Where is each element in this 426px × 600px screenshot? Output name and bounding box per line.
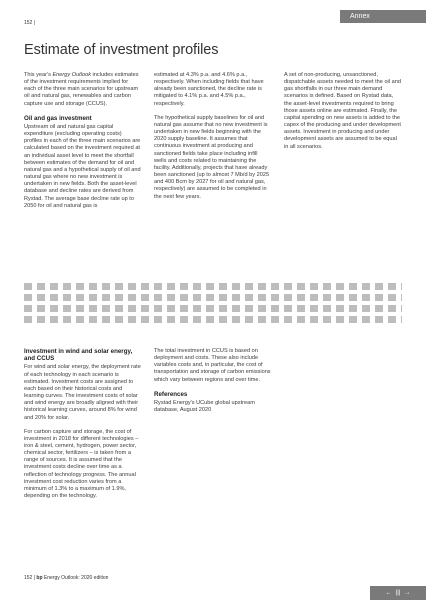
bp-logo: bp xyxy=(36,575,43,581)
reference-item: Rystad Energy's UCube global upstream database, August 2020 xyxy=(154,399,255,414)
ccs-paragraph: For carbon capture and storage, the cost of investment in 2018 for different technologies – iron & steel, cement, hydrogen, power sector, chemical sector, fertilizers – is taken from a range of sources. It is assumed that the investment costs decline over time as a reflection of technology progress. The annual investment cost reduction varies from a minimum of 1.3% to a maximum of 1.9%, depending on the technology. xyxy=(24,428,139,500)
intro-text-end: includes estimates of the investment requirements implied for each of the three main scenarios for upstream oil and natural gas, renewables and carbon capture use and storage (CCUS). xyxy=(24,72,139,107)
column-1-lower xyxy=(24,348,141,507)
column-2-lower xyxy=(154,348,271,421)
pattern-row xyxy=(24,305,402,312)
intro-paragraph xyxy=(24,72,141,108)
non-producing-assets-paragraph: A set of non-producing, unsanctioned, dispatchable assets needed to meet the oil and gas shortfalls in our three main demand scenarios is defined. Based on Rystad data, the asset-level investments required to bring those assets online are estimated. Finally, the capital spending on new assets is added to the capex of the producing and under development assets. Investment in producing and under development assets are assumed to be equal in all scenarios. xyxy=(284,72,401,150)
references-heading: References xyxy=(154,390,188,398)
page-navigation xyxy=(370,586,426,600)
column-1 xyxy=(24,72,141,217)
intro-emphasis: Energy Outlook xyxy=(52,72,91,78)
column-3 xyxy=(284,72,401,158)
page-number: 152 xyxy=(24,20,33,26)
intro-text-start: This year's xyxy=(24,72,53,78)
wind-solar-heading: Investment in wind and solar energy, and CCUS xyxy=(24,348,133,363)
next-arrow-icon[interactable]: → xyxy=(404,590,411,596)
supply-baseline-paragraph: The hypothetical supply baselines for oil and natural gas assume that no new investment is undertaken in new fields beginning with the 2020 supply baseline. It assumes that continuous investment at producing and sanctioned fields take place including infill wells and costs related to maintaining the facility. Additionally, projects that have already been sanctioned (up to almost 7 Mb/d by 2025 and 400 Bcm by 2027 for oil and natural gas, respectively) are assumed to be completed in the next few years. xyxy=(154,114,270,200)
footer-page-number: 152 xyxy=(24,575,33,581)
footer-publication: Energy Outlook: 2020 edition xyxy=(43,575,109,581)
contents-icon[interactable]: ||| xyxy=(395,590,401,596)
pattern-row xyxy=(24,316,402,323)
oil-gas-heading: Oil and gas investment xyxy=(24,114,92,122)
pattern-row xyxy=(24,294,402,301)
prev-arrow-icon[interactable]: ← xyxy=(385,590,392,596)
decline-rate-paragraph: estimated at 4.3% p.a. and 4.6% p.a., respectively. When including fields that have already been sanctioned, the decline rate is mitigated to 4.1% p.a. and 4.5% p.a., respectively. xyxy=(154,72,264,107)
page-title: Estimate of investment profiles xyxy=(24,42,219,58)
wind-solar-paragraph: For wind and solar energy, the deployment rate of each technology in each scenario is estimated. Investment costs are assigned to each based on their historical costs and learning curves. The investment costs of solar and wind energy are broadly aligned with their historical learning curves, around 8% for wind and 20% for solar. xyxy=(24,364,141,421)
ccus-total-paragraph: The total investment in CCUS is based on deployment and costs. These also include variables costs and, in particular, the cost of transportation and storage of carbon emissions which vary between regions and over time. xyxy=(154,348,271,383)
pattern-row xyxy=(24,283,402,290)
annex-section-label: Annex xyxy=(340,10,426,23)
oil-gas-body: Upstream oil and natural gas capital expenditure (excluding operating costs) profiles in each of the three main scenarios are calculated based on the investment required at an individual asset level to meet the shortfall between estimates of the demand for oil and natural gas and a hypothetical supply of oil and natural gas where no new investment is undertaken in new fields. Both the asset-level database and decline rates are derived from Rystad. The average base decline rate up to 2050 for oil and natural gas is xyxy=(24,123,141,209)
footer: 152 | bp Energy Outlook: 2020 edition xyxy=(24,575,109,581)
page-number-top: 152 | xyxy=(24,20,36,26)
column-2 xyxy=(154,72,271,208)
